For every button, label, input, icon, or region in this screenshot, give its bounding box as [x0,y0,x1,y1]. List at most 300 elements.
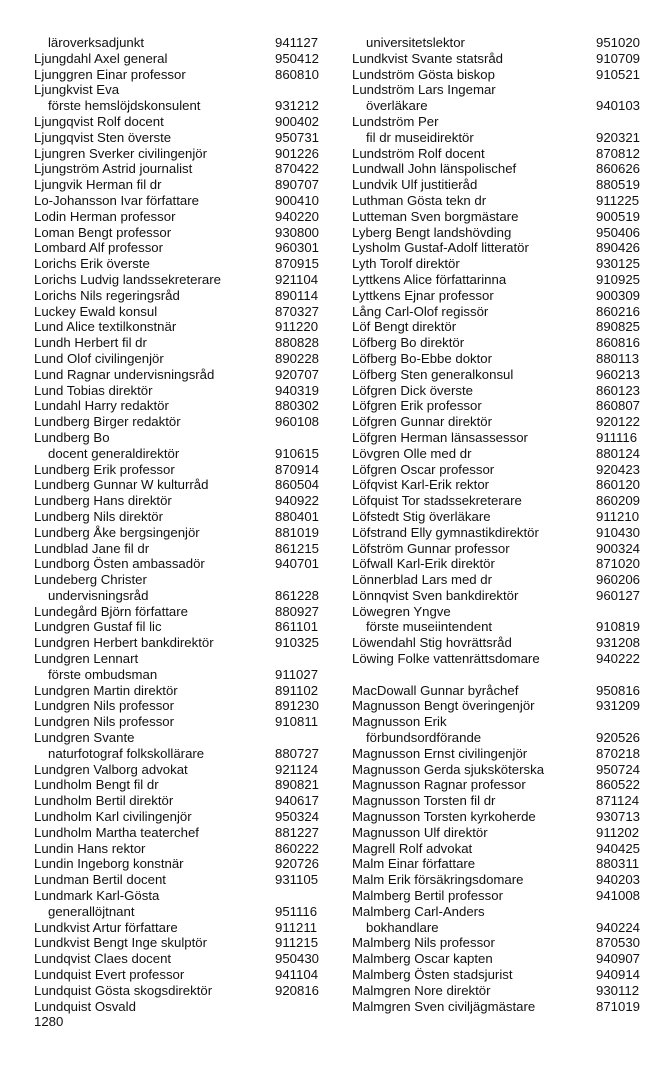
entry-name: Löfgren Oscar professor [352,461,495,477]
list-item [352,430,648,446]
entry-name: Lundeberg Christer [34,572,147,588]
entry-date: 951020 [596,35,641,50]
entry-name: Löwegren Yngve [352,603,451,619]
entry-date: 860522 [596,777,641,793]
list-item [34,82,334,98]
entry-name: Magnusson Bengt överingenjör [352,698,535,714]
list-item [352,714,648,730]
entry-date: 910925 [596,271,641,287]
list-item [34,272,334,288]
list-item [352,383,648,399]
entry-date: 870812 [596,145,641,161]
entry-date: 860216 [596,303,641,319]
list-item [34,509,334,525]
entry-name: Lundholm Bengt fil dr [34,777,159,793]
entry-date: 870915 [275,256,320,272]
entry-name: Lundholm Bertil direktör [34,793,174,809]
list-item [352,777,648,793]
entry-date: 911215 [275,935,319,951]
list-item [352,225,648,241]
entry-name: fil dr museidirektör [366,129,474,145]
entry-date: 950731 [275,129,320,145]
entry-date: 920321 [596,129,641,145]
entry-date: 911116 [596,429,638,445]
list-item [352,667,648,683]
entry-name: Löfberg Sten generalkonsul [352,366,514,382]
entry-name: förste museiintendent [366,619,493,635]
right-column [352,35,648,1014]
entry-name: förste ombudsman [48,666,158,682]
list-item [34,67,334,83]
list-item [352,98,648,114]
entry-date: 910709 [596,50,641,66]
list-item [352,446,648,462]
list-item [352,177,648,193]
entry-date: 950324 [275,809,320,825]
list-item [352,414,648,430]
entry-name: Magnusson Ulf direktör [352,824,488,840]
entry-name: Malmgren Nore direktör [352,982,491,998]
entry-date: 960127 [596,587,641,603]
entry-name: Lundgren Svante [34,730,135,746]
entry-date: 880302 [275,398,320,414]
list-item [352,82,648,98]
entry-date: 891230 [275,698,320,714]
list-item [352,951,648,967]
entry-name: Löwing Folke vattenrättsdomare [352,651,540,667]
list-item [352,967,648,983]
list-item [34,825,334,841]
list-item [34,398,334,414]
entry-name: Lundquist Evert professor [34,967,185,983]
list-item [34,983,334,999]
entry-date: 910819 [596,619,641,635]
list-item [34,651,334,667]
list-item [34,793,334,809]
entry-name: Lönnerblad Lars med dr [352,572,493,588]
list-item [352,193,648,209]
entry-name: Malm Einar författare [352,856,476,872]
list-item [34,430,334,446]
entry-date: 880727 [275,745,320,761]
list-item [352,525,648,541]
entry-date: 890821 [275,777,320,793]
entry-name: Lundberg Nils direktör [34,508,164,524]
list-item [34,888,334,904]
entry-name: Magnusson Gerda sjuksköterska [352,761,545,777]
list-item [34,493,334,509]
entry-date: 860816 [596,335,641,351]
list-item [34,746,334,762]
list-item [34,477,334,493]
list-item [352,319,648,335]
entry-name: Luckey Ewald konsul [34,303,158,319]
entry-date: 860209 [596,493,641,509]
list-item [352,256,648,272]
entry-date: 951116 [275,903,318,919]
entry-name: Lundgren Nils professor [34,714,175,730]
entry-date: 960213 [596,366,641,382]
entry-name: Lundberg Birger redaktör [34,414,181,430]
list-item [34,225,334,241]
entry-name: förste hemslöjdskonsulent [48,98,201,114]
entry-date: 870327 [275,303,320,319]
list-item [352,793,648,809]
entry-name: Lund Ragnar undervisningsråd [34,366,215,382]
entry-name: Lundholm Karl civilingenjör [34,809,192,825]
entry-name: Lundberg Åke bergsingenjör [34,524,200,540]
entry-date: 940222 [596,651,641,667]
entry-date: 921124 [275,761,319,777]
list-item [352,825,648,841]
entry-name: Loman Bengt professor [34,224,172,240]
list-item [352,35,648,51]
entry-name: Lyttkens Alice författarinna [352,271,507,287]
entry-name: Lundvik Ulf justitieråd [352,177,478,193]
entry-name: Ljungqvist Sten överste [34,129,172,145]
list-item [34,367,334,383]
entry-name: Lorichs Erik överste [34,256,150,272]
entry-name: Malmberg Carl-Anders [352,903,485,919]
entry-name: Malmberg Nils professor [352,935,495,951]
list-item [352,746,648,762]
entry-name: Löfberg Bo direktör [352,335,465,351]
entry-name: Lund Alice textilkonstnär [34,319,177,335]
entry-name: Lundquist Gösta skogsdirektör [34,982,213,998]
entry-date: 890707 [275,177,320,193]
entry-date: 860504 [275,477,320,493]
entry-name: Lundin Ingeborg konstnär [34,856,184,872]
list-item [34,541,334,557]
entry-date: 910521 [596,66,641,82]
entry-date: 890825 [596,319,641,335]
entry-date: 960108 [275,414,320,430]
entry-name: Lundh Herbert fil dr [34,335,147,351]
entry-name: Lundgren Herbert bankdirektör [34,635,214,651]
entry-date: 861215 [275,540,320,556]
list-item [34,588,334,604]
list-item [352,351,648,367]
list-item [34,525,334,541]
list-item [34,304,334,320]
entry-date: 940914 [596,967,641,983]
list-item [34,841,334,857]
entry-date: 880311 [596,856,640,872]
entry-name: Lundgren Valborg advokat [34,761,188,777]
entry-date: 910430 [596,524,641,540]
entry-date: 870218 [596,745,641,761]
list-item [352,146,648,162]
entry-date: 860807 [596,398,641,414]
list-item [34,130,334,146]
list-item [352,872,648,888]
list-item [34,98,334,114]
list-item [34,904,334,920]
entry-date: 920122 [596,414,641,430]
entry-date: 940224 [596,919,641,935]
list-item [34,572,334,588]
list-item [352,477,648,493]
entry-name: Lundberg Gunnar W kulturråd [34,477,209,493]
entry-name: Löfgren Dick överste [352,382,473,398]
entry-date: 950724 [596,761,641,777]
list-item [34,256,334,272]
entry-date: 911225 [596,192,640,208]
entry-name: överläkare [366,98,428,114]
entry-date: 940425 [596,840,641,856]
entry-name: Lundkvist Bengt Inge skulptör [34,935,208,951]
entry-date: 890228 [275,350,320,366]
entry-name: Malmberg Oscar kapten [352,951,493,967]
entry-date: 910325 [275,635,320,651]
entry-name: Lund Tobias direktör [34,382,153,398]
entry-date: 940907 [596,951,641,967]
entry-date: 871124 [596,793,640,809]
entry-name: Magnusson Torsten kyrkoherde [352,809,536,825]
entry-name: Lyth Torolf direktör [352,256,460,272]
entry-date: 940319 [275,382,320,398]
list-item [352,509,648,525]
list-item [34,114,334,130]
list-item [34,920,334,936]
entry-date: 911211 [275,919,318,935]
entry-name: Malmberg Östen stadsjurist [352,967,513,983]
entry-date: 870422 [275,161,320,177]
entry-name: Lundwall John länspolischef [352,161,517,177]
entry-date: 890426 [596,240,641,256]
entry-name: Lundkvist Artur författare [34,919,178,935]
entry-date: 910811 [275,714,319,730]
list-item [352,161,648,177]
list-item [352,651,648,667]
entry-name: Löfgren Gunnar direktör [352,414,493,430]
entry-name: Ljunggren Einar professor [34,66,186,82]
entry-date: 871019 [596,998,641,1014]
entry-name: Ljungvik Herman fil dr [34,177,162,193]
entry-date: 941008 [596,888,641,904]
entry-date: 931105 [275,872,319,888]
entry-name: Ljungren Sverker civilingenjör [34,145,207,161]
entry-name: Lundmark Karl-Gösta [34,888,160,904]
entry-name: Lorichs Ludvig landssekreterare [34,271,221,287]
entry-name: Löfgren Herman länsassessor [352,429,528,445]
entry-date: 931208 [596,635,641,651]
list-item [352,556,648,572]
entry-date: 860222 [275,840,320,856]
entry-date: 940701 [275,556,320,572]
entry-name: Löfberg Bo-Ebbe doktor [352,350,493,366]
list-item [34,556,334,572]
list-item [352,604,648,620]
list-item [352,588,648,604]
entry-name: Lundquist Osvald [34,998,136,1014]
list-item [352,572,648,588]
list-item [34,809,334,825]
entry-date: 930800 [275,224,320,240]
entry-name: Lombard Alf professor [34,240,164,256]
entry-name: Lutteman Sven borgmästare [352,208,519,224]
entry-name: Lundblad Jane fil dr [34,540,150,556]
list-item [34,288,334,304]
entry-date: 860123 [596,382,641,398]
entry-date: 920526 [596,730,641,746]
list-item [352,841,648,857]
entry-name: Lång Carl-Olof regissör [352,303,489,319]
entry-date: 911210 [596,508,640,524]
entry-date: 931209 [596,698,641,714]
entry-name: Ljungström Astrid journalist [34,161,193,177]
entry-date: 920816 [275,982,320,998]
entry-name: Lundahl Harry redaktör [34,398,169,414]
list-item [352,904,648,920]
list-item [352,462,648,478]
list-item [352,51,648,67]
list-item [34,319,334,335]
entry-date: 900324 [596,540,641,556]
list-item [352,856,648,872]
entry-date: 870530 [596,935,641,951]
list-item [352,288,648,304]
entry-name: Lundberg Bo [34,429,110,445]
entry-name: Lundström Rolf docent [352,145,485,161]
entry-date: 880401 [275,508,320,524]
entry-date: 920707 [275,366,320,382]
entry-name: Lundström Lars Ingemar [352,82,496,98]
list-item [352,983,648,999]
list-item [34,161,334,177]
list-item [352,493,648,509]
entry-date: 900402 [275,113,320,129]
entry-name: universitetslektor [366,35,465,50]
entry-date: 880927 [275,603,320,619]
entry-name: Lundgren Martin direktör [34,682,178,698]
list-item [34,714,334,730]
entry-name: generallöjtnant [48,903,135,919]
list-item [352,335,648,351]
entry-name: Malm Erik försäkringsdomare [352,872,524,888]
entry-date: 960301 [275,240,320,256]
entry-name: Lundström Per [352,113,439,129]
entry-name: bokhandlare [366,919,439,935]
entry-date: 920726 [275,856,320,872]
entry-date: 891102 [275,682,319,698]
list-item [34,51,334,67]
entry-name: docent generaldirektör [48,445,180,461]
list-item [34,446,334,462]
entry-date: 861228 [275,587,320,603]
entry-date: 880113 [596,350,640,366]
entry-date: 860626 [596,161,641,177]
list-item [352,809,648,825]
entry-name: MacDowall Gunnar byråchef [352,682,519,698]
entry-date: 880124 [596,445,641,461]
list-item [352,635,648,651]
entry-date: 950406 [596,224,641,240]
list-item [352,272,648,288]
entry-name: Luthman Gösta tekn dr [352,192,487,208]
entry-name: Lundegård Björn författare [34,603,188,619]
list-item [34,335,334,351]
list-item [34,193,334,209]
list-item [34,462,334,478]
list-item [352,888,648,904]
entry-date: 921104 [275,271,319,287]
entry-name: Lund Olof civilingenjör [34,350,164,366]
entry-name: Magnusson Torsten fil dr [352,793,496,809]
list-item [34,872,334,888]
entry-date: 860810 [275,66,320,82]
entry-date: 911220 [275,319,319,335]
entry-name: Magnusson Erik [352,714,447,730]
entry-date: 911202 [596,824,640,840]
entry-name: Löfgren Erik professor [352,398,482,414]
list-item [352,683,648,699]
list-item [352,367,648,383]
entry-name: Malmberg Bertil professor [352,888,503,904]
entry-name: Lysholm Gustaf-Adolf litteratör [352,240,529,256]
entry-name: Lundström Gösta biskop [352,66,495,82]
entry-name: förbundsordförande [366,730,482,746]
list-item [352,304,648,320]
list-item [352,240,648,256]
entry-name: Lundgren Gustaf fil lic [34,619,162,635]
list-item [352,209,648,225]
entry-date: 941127 [275,35,319,50]
entry-date: 931212 [275,98,320,114]
entry-date: 940220 [275,208,320,224]
list-item [34,604,334,620]
list-item [34,777,334,793]
entry-date: 890114 [275,287,319,303]
entry-date: 911027 [275,666,319,682]
entry-date: 950412 [275,50,320,66]
list-item [34,698,334,714]
list-item [34,619,334,635]
entry-date: 960206 [596,572,641,588]
entry-name: Lundberg Hans direktör [34,493,172,509]
entry-date: 860120 [596,477,641,493]
entry-name: Malmgren Sven civiljägmästare [352,998,536,1014]
list-item [34,856,334,872]
list-item [34,999,334,1015]
entry-date: 880519 [596,177,641,193]
entry-name: Lundqvist Claes docent [34,951,172,967]
list-item [352,114,648,130]
entry-date: 910615 [275,445,320,461]
entry-date: 880828 [275,335,320,351]
entry-name: Lundgren Lennart [34,651,139,667]
list-item [34,683,334,699]
list-item [34,240,334,256]
entry-name: Magrell Rolf advokat [352,840,473,856]
entry-date: 900410 [275,192,320,208]
list-item [34,383,334,399]
list-item [352,67,648,83]
entry-name: naturfotograf folkskollärare [48,745,205,761]
entry-name: Löwendahl Stig hovrättsråd [352,635,512,651]
entry-date: 940103 [596,98,641,114]
list-item [34,967,334,983]
entry-date: 900309 [596,287,641,303]
entry-date: 941104 [275,967,319,983]
entry-date: 881019 [275,524,320,540]
entry-date: 920423 [596,461,641,477]
entry-name: Löfqvist Karl-Erik rektor [352,477,490,493]
list-item [352,999,648,1015]
list-item [352,698,648,714]
entry-name: Lundborg Östen ambassadör [34,556,205,572]
entry-date: 900519 [596,208,641,224]
